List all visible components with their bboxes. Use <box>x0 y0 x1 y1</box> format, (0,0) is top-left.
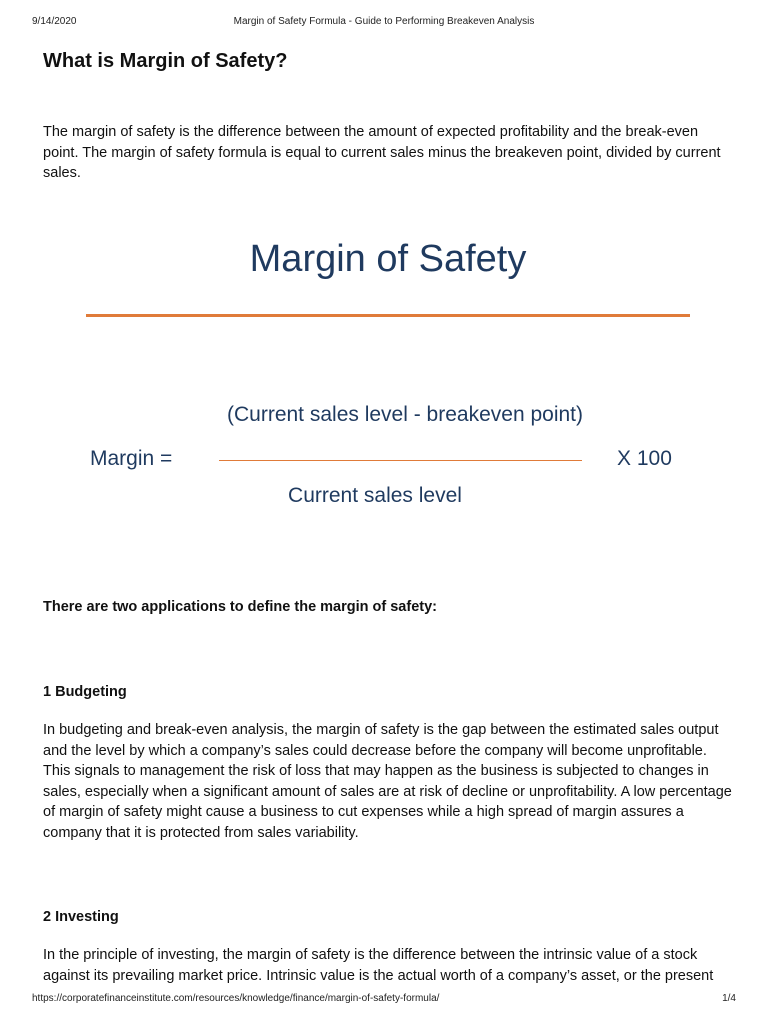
formula-fraction-line <box>219 460 582 461</box>
formula-lhs: Margin = <box>90 447 173 470</box>
section-heading-investing: 2 Investing <box>43 909 119 925</box>
section-heading-budgeting: 1 Budgeting <box>43 684 127 700</box>
source-url: https://corporatefinanceinstitute.com/resources/knowledge/finance/margin-of-safety-formula/ <box>32 993 440 1004</box>
print-date: 9/14/2020 <box>32 16 77 27</box>
intro-paragraph: The margin of safety is the difference between the amount of expected profitability and the break-even point. The margin of safety formula is equal to current sales minus the breakeven point, divided by current sales. <box>43 124 721 181</box>
print-page-title: Margin of Safety Formula - Guide to Performing Breakeven Analysis <box>233 16 535 27</box>
formula-title-underline <box>86 314 690 317</box>
section-text-budgeting: In budgeting and break-even analysis, the margin of safety is the gap between the estimated sales output and the level by which a company’s sales could decrease before the company will become unprofitable. This signals to management the risk of loss that may happen as the business is subjected to changes in sales, especially when a significant amount of sales are at risk of decline or unprofitability. A low percentage of margin of safety might cause a business to cut expenses while a high spread of margin assures a company that it is protected from sales variability. <box>43 722 732 841</box>
formula-multiplier: X 100 <box>617 447 672 470</box>
print-header <box>0 16 768 32</box>
section-text-investing: In the principle of investing, the margin of safety is the difference between the intrinsic value of a stock against its prevailing market price. Intrinsic value is the actual worth of a company’s asset, or the present <box>43 947 714 984</box>
applications-heading: There are two applications to define the margin of safety: <box>43 599 437 615</box>
formula-title: Margin of Safety <box>249 238 527 280</box>
page-heading: What is Margin of Safety? <box>43 50 288 72</box>
formula-denominator: Current sales level <box>288 484 462 507</box>
page-number: 1/4 <box>722 993 736 1004</box>
formula-numerator: (Current sales level - breakeven point) <box>227 403 583 426</box>
print-footer <box>0 993 768 1009</box>
